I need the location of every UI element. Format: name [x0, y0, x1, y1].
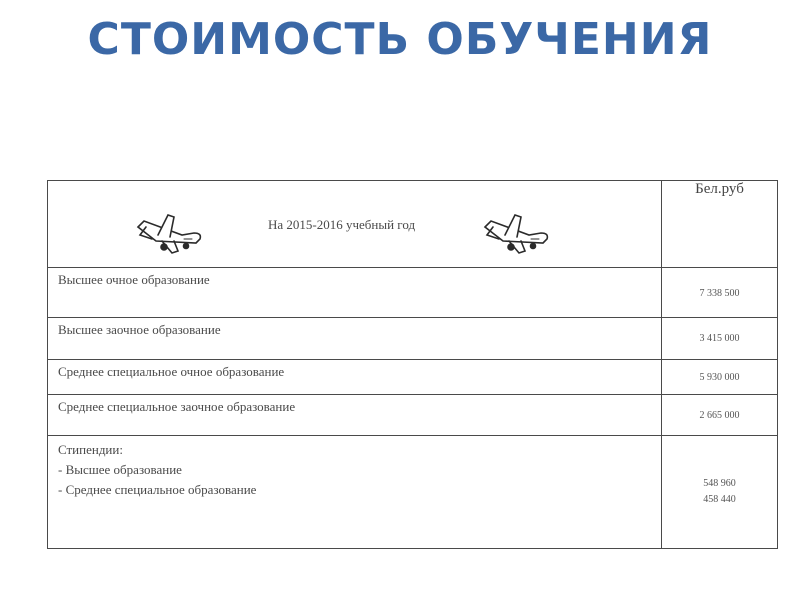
airplane-icon — [136, 213, 204, 255]
row-value: 7 338 500 — [662, 268, 778, 318]
stipend-row — [48, 436, 778, 549]
airplane-icon — [483, 213, 551, 255]
row-label: Высшее очное образование — [48, 268, 662, 318]
row-label: Среднее специальное очное образование — [48, 360, 662, 395]
stipend-title: Стипендии: — [58, 442, 123, 457]
header-cell — [48, 181, 662, 268]
stipend-values — [662, 436, 778, 549]
row-label: Высшее заочное образование — [48, 318, 662, 360]
stipend-value: 548 960 — [703, 478, 736, 489]
page-title: СТОИМОСТЬ ОБУЧЕНИЯ — [87, 14, 713, 65]
stipend-item: - Среднее специальное образование — [58, 482, 257, 497]
academic-year-label: На 2015-2016 учебный год — [268, 217, 416, 232]
table-row — [48, 318, 778, 360]
stipend-item: - Высшее образование — [58, 462, 182, 477]
table-row — [48, 268, 778, 318]
row-value: 2 665 000 — [662, 395, 778, 436]
table-row — [48, 395, 778, 436]
cost-table — [47, 180, 778, 549]
stipend-value: 458 440 — [703, 494, 736, 505]
currency-header: Бел.руб — [662, 181, 778, 268]
table-header-row — [48, 181, 778, 268]
row-value: 5 930 000 — [662, 360, 778, 395]
stipend-cell — [48, 436, 662, 549]
row-label: Среднее специальное заочное образование — [48, 395, 662, 436]
row-value: 3 415 000 — [662, 318, 778, 360]
table-row — [48, 360, 778, 395]
